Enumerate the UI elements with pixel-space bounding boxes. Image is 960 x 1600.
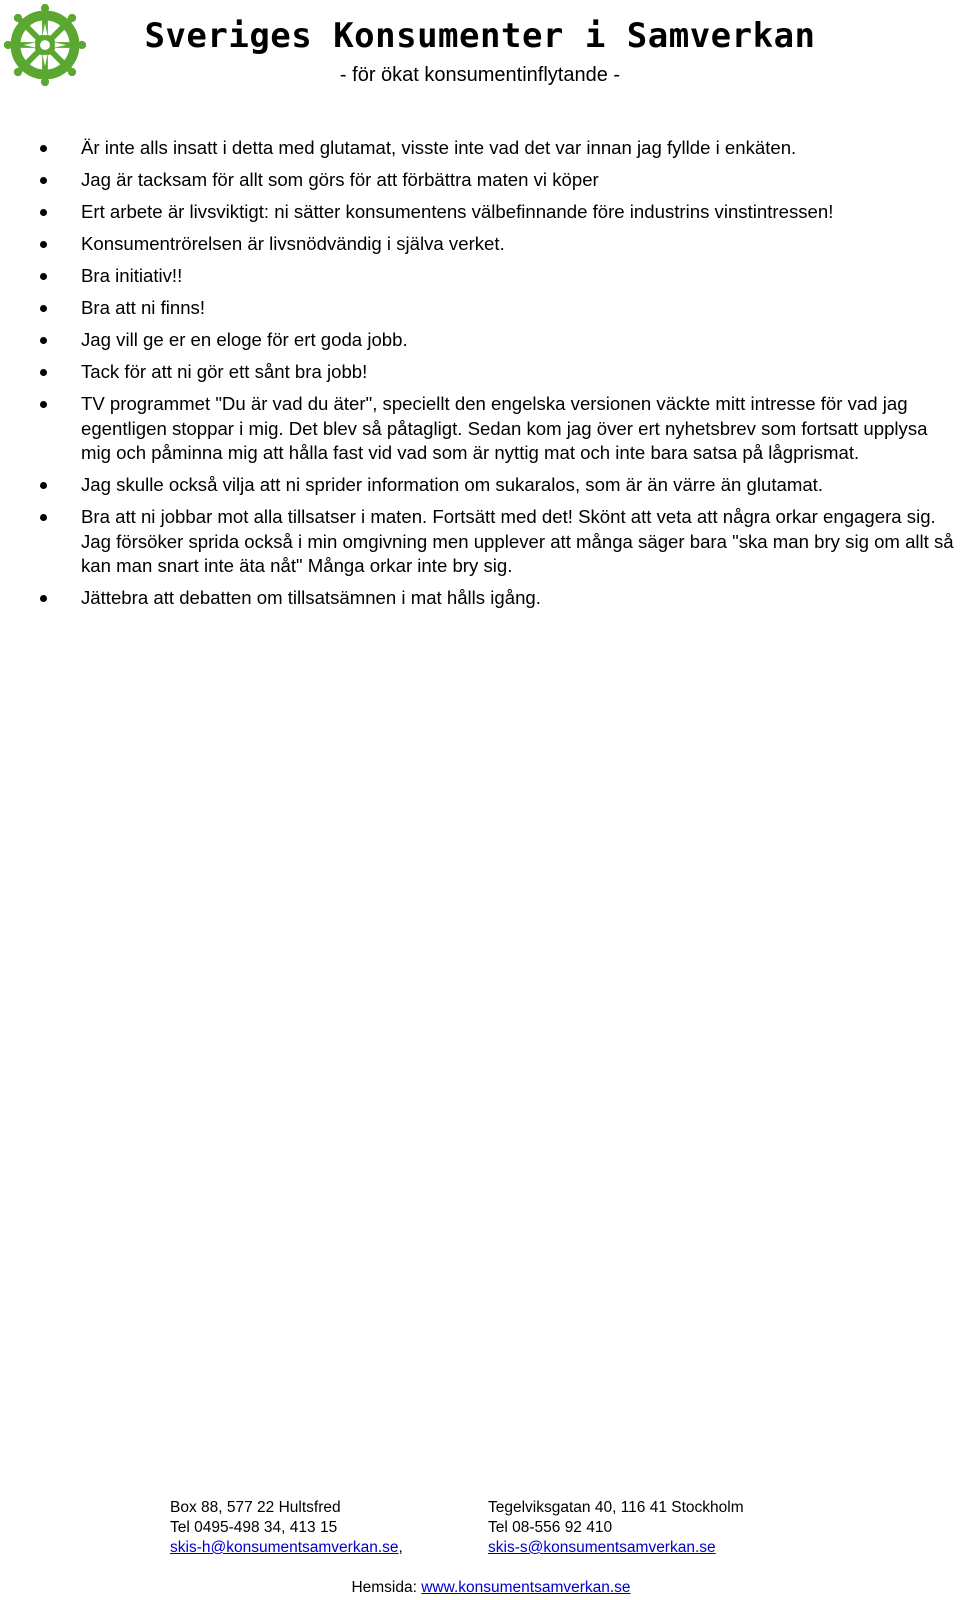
comment-text: Konsumentrörelsen är livsnödvändig i själva verket. xyxy=(81,233,505,254)
bullet-icon xyxy=(40,209,47,216)
bullet-icon xyxy=(40,305,47,312)
list-item xyxy=(38,232,958,257)
comment-text: Jättebra att debatten om tillsatsämnen i mat hålls igång. xyxy=(81,587,541,608)
footer-stockholm-office xyxy=(488,1498,744,1558)
list-item xyxy=(38,586,958,611)
list-item xyxy=(38,392,958,466)
organization-title: Sveriges Konsumenter i Samverkan xyxy=(144,16,816,56)
comment-text: Jag vill ge er en eloge för ert goda jobb. xyxy=(81,329,408,350)
bullet-icon xyxy=(40,177,47,184)
footer-hultsfred-office xyxy=(170,1498,403,1558)
logo xyxy=(4,4,86,86)
comment-text: Tack för att ni gör ett sånt bra jobb! xyxy=(81,361,368,382)
bullet-icon xyxy=(40,514,47,521)
organization-tagline: - för ökat konsumentinflytande - xyxy=(339,64,621,86)
comment-text: Bra att ni jobbar mot alla tillsatser i maten. Fortsätt med det! Skönt att veta att några orkar engagera sig. Jag försöker sprida också i min omgivning men upplever att många säger bara "ska man bry sig om allt så kan man snart inte äta nåt" Många orkar inte bry sig. xyxy=(81,506,954,576)
comment-text: Jag skulle också vilja att ni sprider information om sukaralos, som är än värre än glutamat. xyxy=(81,474,824,495)
footer-email-suffix: , xyxy=(398,1539,403,1556)
footer-address: Box 88, 577 22 Hultsfred xyxy=(170,1499,341,1516)
bullet-icon xyxy=(40,595,47,602)
list-item xyxy=(38,264,958,289)
bullet-icon xyxy=(40,273,47,280)
list-item xyxy=(38,168,958,193)
footer-address: Tegelviksgatan 40, 116 41 Stockholm xyxy=(488,1499,744,1516)
comment-text: Är inte alls insatt i detta med glutamat, visste inte vad det var innan jag fyllde i enkäten. xyxy=(81,137,797,158)
comment-text: Bra initiativ!! xyxy=(81,265,183,286)
list-item xyxy=(38,473,958,498)
list-item xyxy=(38,505,958,579)
homepage-link[interactable]: www.konsumentsamverkan.se xyxy=(421,1579,631,1596)
footer-phone: Tel 08-556 92 410 xyxy=(488,1519,613,1536)
comment-text: Ert arbete är livsviktigt: ni sätter konsumentens välbefinnande före industrins vinstintressen! xyxy=(81,201,834,222)
footer-homepage xyxy=(0,1578,960,1598)
comment-list xyxy=(38,136,958,618)
list-item xyxy=(38,136,958,161)
footer-phone: Tel 0495-498 34, 413 15 xyxy=(170,1519,338,1536)
list-item xyxy=(38,296,958,321)
bullet-icon xyxy=(40,482,47,489)
email-link-stockholm[interactable]: skis-s@konsumentsamverkan.se xyxy=(488,1539,716,1556)
comment-text: Jag är tacksam för allt som görs för att förbättra maten vi köper xyxy=(81,169,599,190)
list-item xyxy=(38,360,958,385)
bullet-icon xyxy=(40,369,47,376)
bullet-icon xyxy=(40,145,47,152)
list-item xyxy=(38,200,958,225)
comment-text: Bra att ni finns! xyxy=(81,297,206,318)
email-link-hultsfred[interactable]: skis-h@konsumentsamverkan.se xyxy=(170,1539,399,1556)
ship-wheel-logo-icon xyxy=(4,4,86,86)
bullet-icon xyxy=(40,337,47,344)
footer-email-line xyxy=(170,1538,403,1558)
bullet-icon xyxy=(40,401,47,408)
list-item xyxy=(38,328,958,353)
homepage-label: Hemsida: xyxy=(351,1579,422,1596)
comment-text: TV programmet "Du är vad du äter", speciellt den engelska versionen väckte mitt intresse för vad jag egentligen stoppar i mig. Det blev så påtagligt. Sedan kom jag över ert nyhetsbrev som fortsatt upplysa mig och påminna mig att hålla fast vid vad som är nyttig mat och inte bara satsa på lågprismat. xyxy=(81,393,928,463)
bullet-icon xyxy=(40,241,47,248)
footer-email-line xyxy=(488,1538,744,1558)
